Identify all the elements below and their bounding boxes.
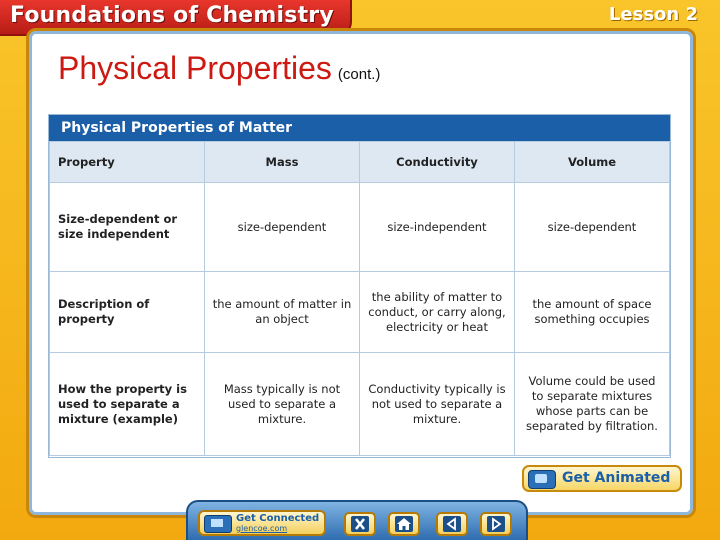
slide-title-suffix: (cont.): [337, 66, 381, 83]
next-button[interactable]: [480, 512, 512, 536]
monitor-icon: [204, 515, 232, 533]
table-header-row: [50, 142, 670, 183]
row-property-cell: How the property is used to separate a mixture (example): [50, 353, 205, 456]
column-header-mass: Mass: [205, 142, 360, 183]
close-icon: [351, 516, 369, 532]
slide-title-text: Physical Properties: [58, 50, 332, 86]
column-header-conductivity: Conductivity: [360, 142, 515, 183]
header-title: Foundations of Chemistry: [10, 3, 334, 28]
get-connected-link[interactable]: glencoe.com: [236, 524, 288, 533]
row-property-cell: Size-dependent or size independent: [50, 183, 205, 272]
conductivity-cell: size-independent: [360, 183, 515, 272]
table-row: [50, 272, 670, 353]
get-connected-button[interactable]: [198, 510, 326, 536]
properties-table: [48, 114, 671, 458]
lesson-label: Lesson 2: [608, 4, 698, 25]
conductivity-cell: Conductivity typically is not used to separate a mixture.: [360, 353, 515, 456]
mass-cell: size-dependent: [205, 183, 360, 272]
get-animated-button[interactable]: [522, 465, 682, 492]
column-header-property: Property: [50, 142, 205, 183]
properties-grid: [49, 141, 670, 456]
mass-cell: the amount of matter in an object: [205, 272, 360, 353]
row-property-cell: Description of property: [50, 272, 205, 353]
mass-cell: Mass typically is not used to separate a mixture.: [205, 353, 360, 456]
previous-button[interactable]: [436, 512, 468, 536]
table-caption: Physical Properties of Matter: [49, 115, 670, 141]
next-arrow-icon: [487, 516, 505, 532]
slide-title: [58, 50, 380, 87]
get-connected-label: Get Connected: [236, 513, 320, 524]
home-icon: [395, 516, 413, 532]
column-header-volume: Volume: [515, 142, 670, 183]
home-button[interactable]: [388, 512, 420, 536]
volume-cell: the amount of space something occupies: [515, 272, 670, 353]
navigation-bar: [186, 500, 528, 540]
table-row: [50, 183, 670, 272]
table-row: [50, 353, 670, 456]
volume-cell: Volume could be used to separate mixtures whose parts can be separated by filtration.: [515, 353, 670, 456]
monitor-icon: [528, 470, 556, 489]
volume-cell: size-dependent: [515, 183, 670, 272]
get-animated-label: Get Animated: [562, 470, 671, 486]
conductivity-cell: the ability of matter to conduct, or carry along, electricity or heat: [360, 272, 515, 353]
close-button[interactable]: [344, 512, 376, 536]
previous-arrow-icon: [443, 516, 461, 532]
